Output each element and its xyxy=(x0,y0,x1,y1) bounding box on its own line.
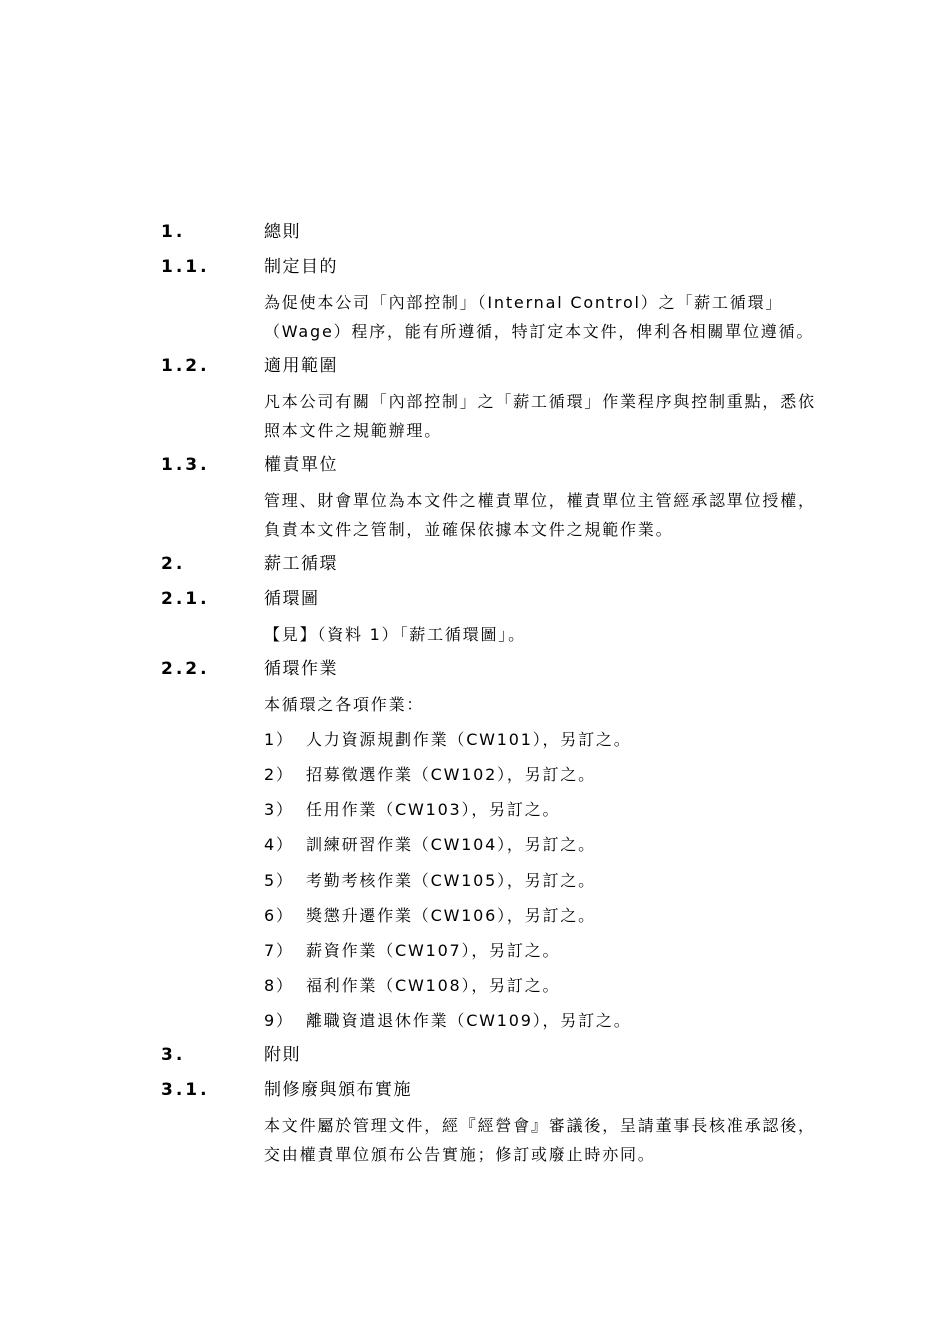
section-3-1-body xyxy=(264,1111,864,1169)
section-title: 適用範圍 xyxy=(264,356,338,376)
section-title: 循環作業 xyxy=(264,659,338,679)
section-2-2-header xyxy=(0,654,950,684)
list-item-number: 6） xyxy=(264,906,294,925)
section-number: 3.1. xyxy=(161,1080,210,1100)
list-item-text: 任用作業（CW103），另訂之。 xyxy=(306,800,561,819)
section-title: 薪工循環 xyxy=(264,554,338,574)
section-1-3-header xyxy=(0,450,950,480)
list-item-number: 3） xyxy=(264,800,294,819)
section-1-2-header xyxy=(0,351,950,381)
section-3-header xyxy=(0,1040,950,1070)
paragraph-line: 凡本公司有關「內部控制」之「薪工循環」作業程序與控制重點，悉依 xyxy=(264,392,816,411)
section-2-header xyxy=(0,549,950,579)
list-item-number: 1） xyxy=(264,730,294,749)
list-item-number: 2） xyxy=(264,765,294,784)
section-1-1-body xyxy=(264,288,864,346)
section-title: 總則 xyxy=(264,222,301,242)
list-item-number: 4） xyxy=(264,835,294,854)
section-title: 附則 xyxy=(264,1045,301,1065)
list-item-text: 離職資遣退休作業（CW109），另訂之。 xyxy=(306,1011,632,1030)
section-title: 權責單位 xyxy=(264,455,338,475)
list-item-text: 訓練研習作業（CW104），另訂之。 xyxy=(306,835,596,854)
section-number: 1. xyxy=(161,222,186,242)
section-number: 1.1. xyxy=(161,257,210,277)
section-number: 2.1. xyxy=(161,589,210,609)
section-3-1-header xyxy=(0,1075,950,1105)
section-title: 制修廢與頒布實施 xyxy=(264,1080,412,1100)
section-2-1-header xyxy=(0,584,950,614)
paragraph-line: 為促使本公司「內部控制」（Internal Control）之「薪工循環」 xyxy=(264,293,784,312)
section-title: 制定目的 xyxy=(264,257,338,277)
list-item-number: 5） xyxy=(264,871,294,890)
list-item-text: 獎懲升遷作業（CW106），另訂之。 xyxy=(306,906,596,925)
paragraph-line: 本循環之各項作業： xyxy=(264,695,425,714)
list-item-number: 8） xyxy=(264,976,294,995)
paragraph-line: （Wage）程序，能有所遵循，特訂定本文件，俾利各相關單位遵循。 xyxy=(264,322,815,341)
list-item-text: 薪資作業（CW107），另訂之。 xyxy=(306,941,561,960)
section-2-2-intro xyxy=(264,690,864,719)
section-number: 1.2. xyxy=(161,356,210,376)
section-title: 循環圖 xyxy=(264,589,320,609)
section-number: 2. xyxy=(161,554,186,574)
paragraph-line: 交由權責單位頒布公告實施；修訂或廢止時亦同。 xyxy=(264,1145,656,1164)
list-item-number: 7） xyxy=(264,941,294,960)
section-1-3-body xyxy=(264,486,864,544)
section-2-1-body xyxy=(264,620,864,649)
section-number: 3. xyxy=(161,1045,186,1065)
section-1-2-body xyxy=(264,387,864,445)
paragraph-line: 【見】（資料 1）「薪工循環圖」。 xyxy=(264,625,526,644)
section-1-header xyxy=(0,217,950,247)
paragraph-line: 照本文件之規範辦理。 xyxy=(264,421,443,440)
list-item-text: 招募徵選作業（CW102），另訂之。 xyxy=(306,765,596,784)
paragraph-line: 管理、財會單位為本文件之權責單位，權責單位主管經承認單位授權， xyxy=(264,491,816,510)
list-item-text: 福利作業（CW108），另訂之。 xyxy=(306,976,561,995)
section-number: 2.2. xyxy=(161,659,210,679)
paragraph-line: 負責本文件之管制，並確保依據本文件之規範作業。 xyxy=(264,520,674,539)
section-number: 1.3. xyxy=(161,455,210,475)
list-item-text: 人力資源規劃作業（CW101），另訂之。 xyxy=(306,730,632,749)
list-item-text: 考勤考核作業（CW105），另訂之。 xyxy=(306,871,596,890)
section-1-1-header xyxy=(0,252,950,282)
list-item-number: 9） xyxy=(264,1011,294,1030)
paragraph-line: 本文件屬於管理文件，經『經營會』審議後，呈請董事長核准承認後， xyxy=(264,1116,816,1135)
